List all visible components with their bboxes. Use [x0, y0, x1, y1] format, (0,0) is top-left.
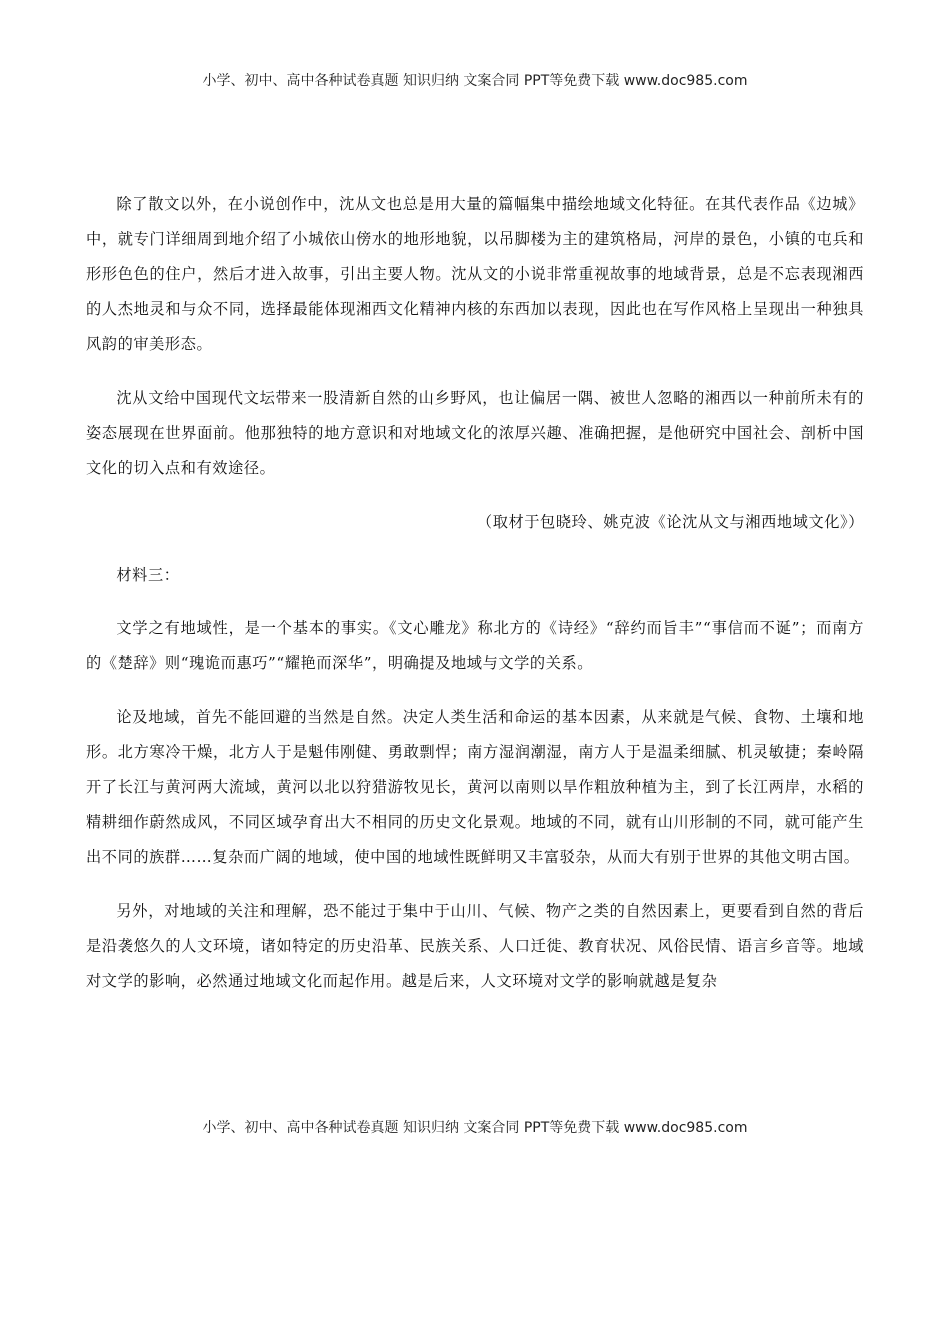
- paragraph-5: 另外，对地域的关注和理解，恐不能过于集中于山川、气候、物产之类的自然因素上，更要看到自然的背后是沿袭悠久的人文环境，诸如特定的历史沿革、民族关系、人口迁徙、教育状况、风俗民情、语言乡音等。地域对文学的影响，必然通过地域文化而起作用。越是后来，人文环境对文学的影响就越是复杂: [86, 902, 864, 990]
- paragraph-2: 沈从文给中国现代文坛带来一股清新自然的山乡野风，也让偏居一隅、被世人忽略的湘西以一种前所未有的姿态展现在世界面前。他那独特的地方意识和对地域文化的浓厚兴趣、准确把握，是他研究中国社会、剖析中国文化的切入点和有效途径。: [86, 389, 864, 477]
- page-footer: 小学、初中、高中各种试卷真题 知识归纳 文案合同 PPT等免费下载 www.doc985.com: [202, 1120, 748, 1136]
- section-label-material-3: 材料三：: [116, 566, 180, 584]
- paragraph-1: 除了散文以外，在小说创作中，沈从文也总是用大量的篇幅集中描绘地域文化特征。在其代表作品《边城》中，就专门详细周到地介绍了小城依山傍水的地形地貌，以吊脚楼为主的建筑格局，河岸的景色，小镇的屯兵和形形色色的住户，然后才进入故事，引出主要人物。沈从文的小说非常重视故事的地域背景，总是不忘表现湘西的人杰地灵和与众不同，选择最能体现湘西文化精神内核的东西加以表现，因此也在写作风格上呈现出一种独具风韵的审美形态。: [86, 195, 864, 353]
- document-body: [86, 187, 864, 1018]
- source-citation: （取材于包晓玲、姚克波《论沈从文与湘西地域文化》）: [476, 513, 864, 531]
- page-header: 小学、初中、高中各种试卷真题 知识归纳 文案合同 PPT等免费下载 www.doc985.com: [202, 73, 748, 89]
- paragraph-3: 文学之有地域性，是一个基本的事实。《文心雕龙》称北方的《诗经》“辞约而旨丰”“事信而不诞”；而南方的《楚辞》则“瑰诡而惠巧”“耀艳而深华”，明确提及地域与文学的关系。: [86, 619, 864, 672]
- paragraph-4: 论及地域，首先不能回避的当然是自然。决定人类生活和命运的基本因素，从来就是气候、食物、土壤和地形。北方寒冷干燥，北方人于是魁伟刚健、勇敢剽悍；南方湿润潮湿，南方人于是温柔细腻、机灵敏捷；秦岭隔开了长江与黄河两大流域，黄河以北以狩猎游牧见长，黄河以南则以旱作粗放种植为主，到了长江两岸，水稻的精耕细作蔚然成风，不同区域孕育出大不相同的历史文化景观。地域的不同，就有山川形制的不同，就可能产生出不同的族群……复杂而广阔的地域，使中国的地域性既鲜明又丰富驳杂，从而大有别于世界的其他文明古国。: [86, 708, 864, 866]
